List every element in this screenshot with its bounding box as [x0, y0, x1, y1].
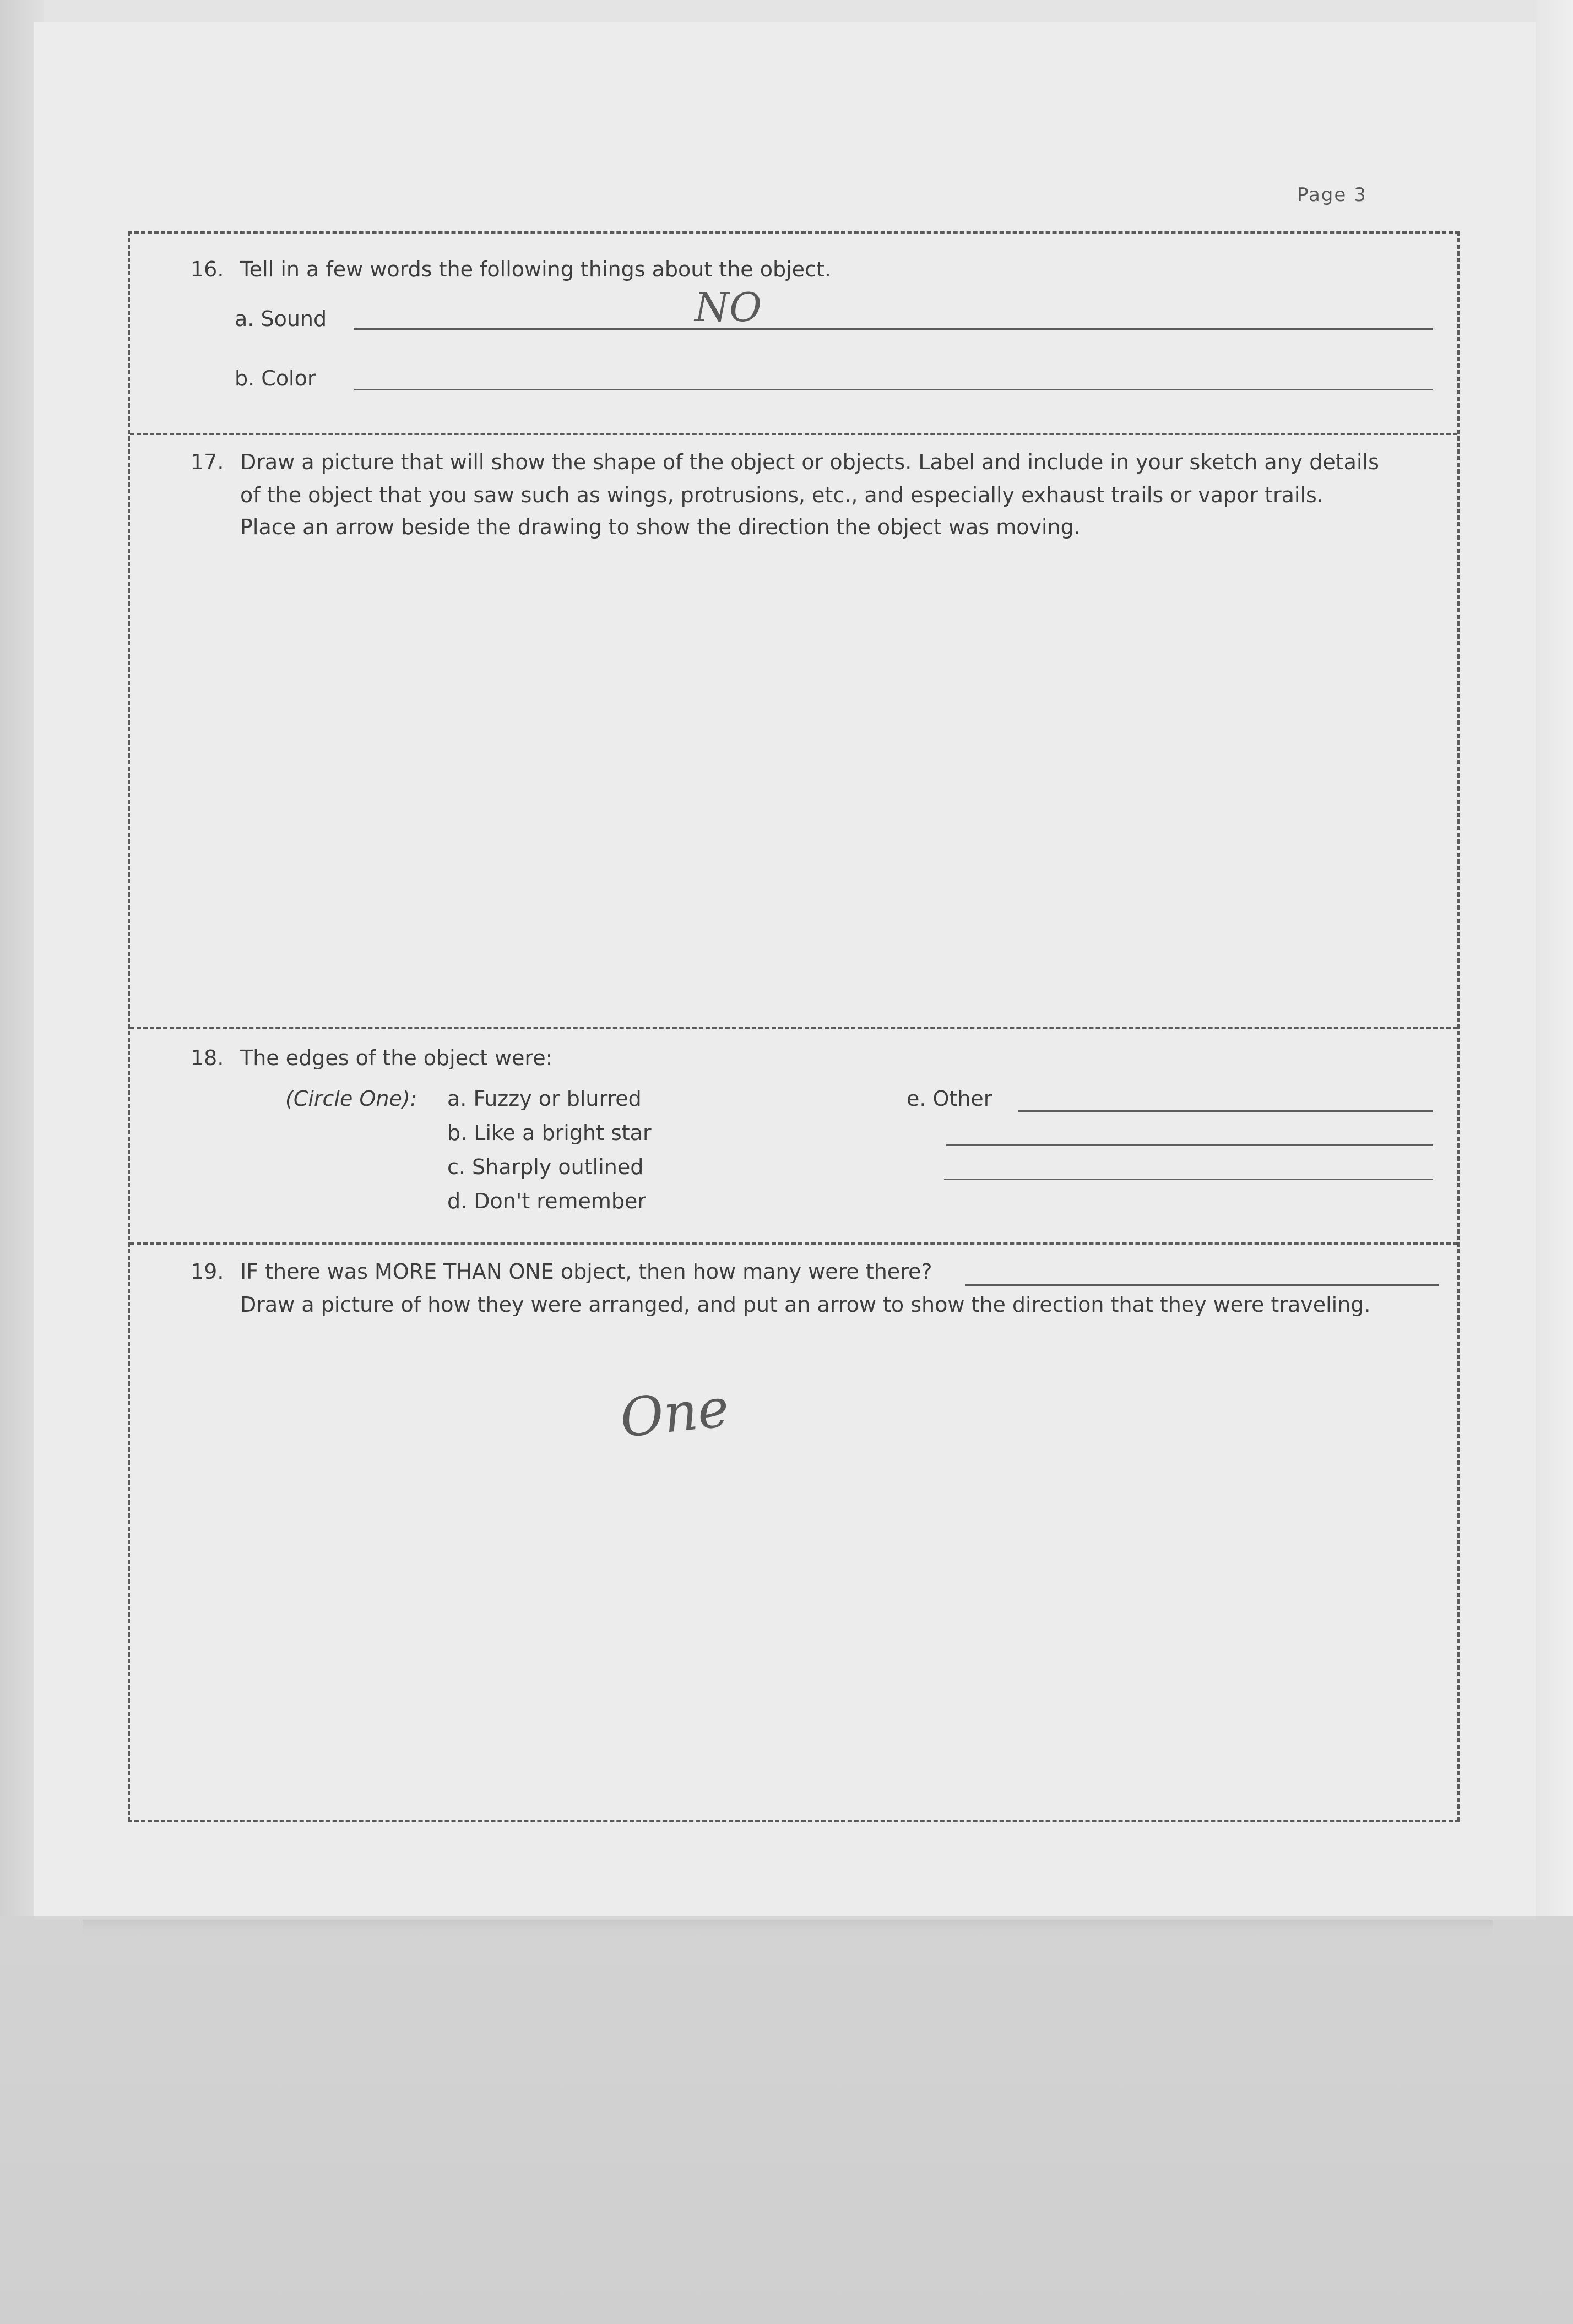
- question-18: [130, 1029, 1457, 1244]
- q17-line2: of the object that you saw such as wings, protrusions, etc., and especially exhaust trails or vapor trails.: [240, 483, 1324, 507]
- q17-line1: Draw a picture that will show the shape of the object or objects. Label and include in your sketch any details: [240, 450, 1379, 474]
- q17-line3: Place an arrow beside the drawing to show the direction the object was moving.: [240, 515, 1081, 539]
- q18-number: 18.: [191, 1046, 224, 1070]
- q19-number: 19.: [191, 1259, 224, 1284]
- paper-shadow: [83, 1916, 1493, 1939]
- q18-option-a[interactable]: a. Fuzzy or blurred: [447, 1087, 642, 1111]
- scan-right-edge: [1536, 0, 1573, 1916]
- q19-drawing-area[interactable]: [152, 1338, 1435, 1801]
- q16-sound-line[interactable]: [354, 328, 1433, 330]
- q16-color-label: b. Color: [235, 366, 316, 390]
- q16-color-line[interactable]: [354, 389, 1433, 390]
- q19-line2: Draw a picture of how they were arranged, and put an arrow to show the direction that they were traveling.: [240, 1293, 1371, 1317]
- q17-drawing-area[interactable]: [152, 556, 1435, 1008]
- q16-sound-label: a. Sound: [235, 307, 327, 331]
- q19-count-line[interactable]: [965, 1284, 1439, 1286]
- q18-option-d[interactable]: d. Don't remember: [447, 1189, 646, 1213]
- question-19: [130, 1245, 1457, 1820]
- q18-prompt-row: [191, 1042, 552, 1074]
- q18-other-line-1[interactable]: [1018, 1110, 1433, 1112]
- q18-prompt: The edges of the object were:: [240, 1046, 553, 1070]
- q19-line1-row: [191, 1256, 932, 1288]
- question-17: [130, 435, 1457, 1029]
- q18-option-e[interactable]: e. Other: [907, 1087, 992, 1111]
- q18-instruction: (Circle One):: [285, 1087, 417, 1111]
- q19-handwritten-answer: One: [617, 1376, 732, 1450]
- q18-other-line-2[interactable]: [946, 1144, 1433, 1146]
- q17-line1-row: [191, 446, 1379, 478]
- q16-prompt-row: [191, 253, 831, 285]
- q16-number: 16.: [191, 257, 224, 281]
- q18-option-b[interactable]: b. Like a bright star: [447, 1121, 652, 1145]
- page-number: Page 3: [1297, 184, 1367, 206]
- q18-option-c[interactable]: c. Sharply outlined: [447, 1155, 644, 1179]
- q18-other-line-3[interactable]: [944, 1179, 1433, 1180]
- q16-prompt: Tell in a few words the following things about the object.: [240, 257, 831, 281]
- question-16: [130, 234, 1457, 435]
- q16-sound-answer: NO: [695, 284, 762, 330]
- q19-line1: IF there was MORE THAN ONE object, then how many were there?: [240, 1259, 932, 1284]
- q17-number: 17.: [191, 450, 224, 474]
- form-frame: [128, 231, 1460, 1822]
